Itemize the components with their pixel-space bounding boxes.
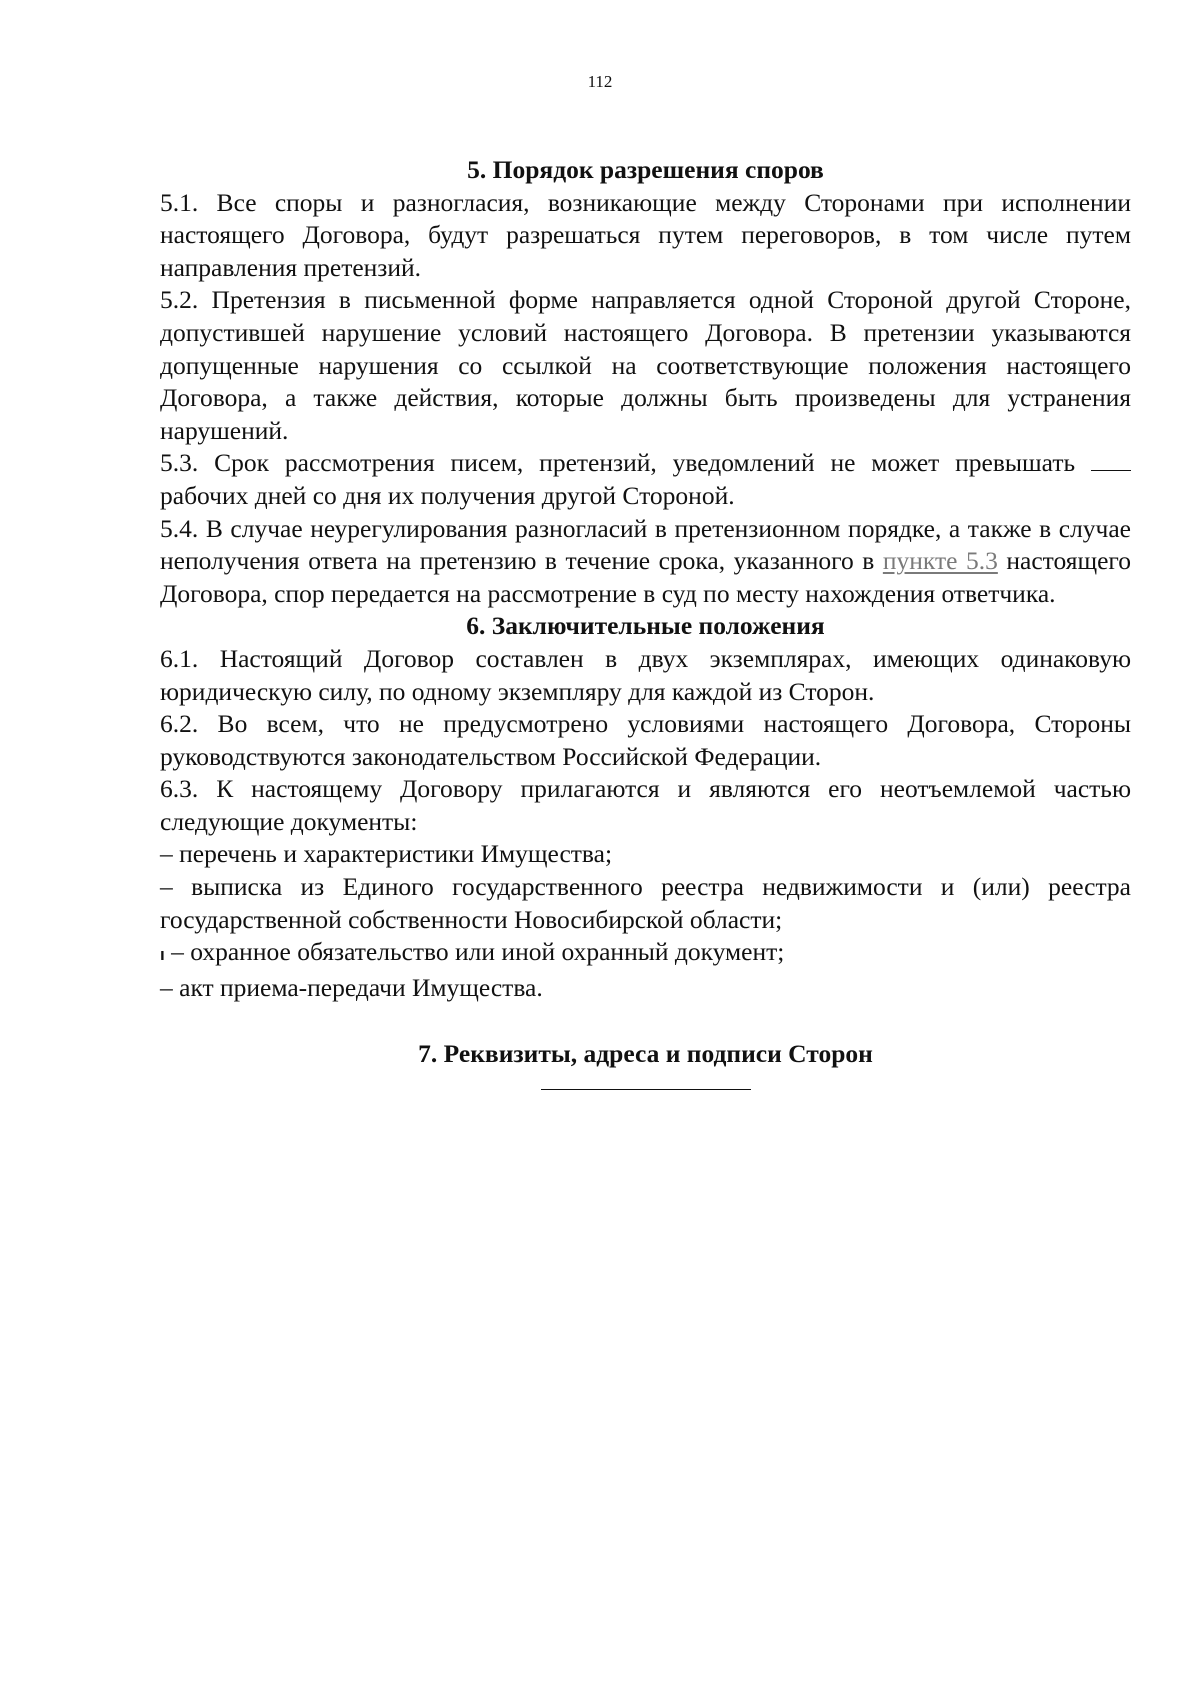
attachment-item-protection-text: – охранное обязательство или иной охранный документ;: [164, 937, 785, 967]
document-body: [160, 154, 1131, 1090]
section-6-heading: 6. Заключительные положения: [466, 611, 825, 641]
blank-days-field: [1091, 450, 1131, 471]
section-7-heading: 7. Реквизиты, адреса и подписи Сторон: [418, 1039, 873, 1069]
page-number: 112: [587, 72, 613, 91]
clause-5-3-text-before: 5.3. Срок рассмотрения писем, претензий, уведомлений не может превышать: [160, 448, 1076, 478]
clause-5-3-text-after: рабочих дней со дня их получения другой Стороной.: [160, 480, 735, 510]
clause-6-2: 6.2. Во всем, что не предусмотрено условиями настоящего Договора, Стороны руководствуются законодательством Российской Федерации.: [160, 709, 1131, 771]
end-of-document-rule: [541, 1089, 751, 1090]
clause-5-1: 5.1. Все споры и разногласия, возникающие между Сторонами при исполнении настоящего Договора, будут разрешаться путем переговоров, в том числе путем направления претензий.: [160, 187, 1131, 282]
attachment-item-transfer-act: – акт приема-передачи Имущества.: [160, 972, 543, 1002]
stray-mark: ı: [160, 945, 165, 965]
clause-6-3: 6.3. К настоящему Договору прилагаются и являются его неотъемлемой частью следующие документы:: [160, 774, 1131, 836]
clause-5-4-text-after: настоящего Договора, спор передается на рассмотрение в суд по месту нахождения ответчика.: [160, 546, 1131, 608]
attachment-item-property-list: – перечень и характеристики Имущества;: [160, 839, 613, 869]
clause-5-2: 5.2. Претензия в письменной форме направляется одной Стороной другой Стороне, допустившей нарушение условий настоящего Договора. В претензии указываются допущенные нарушения со ссылкой на соответствующие положения настоящего Договора, а также действия, которые должны быть произведены для устранения нарушений.: [160, 285, 1131, 445]
attachment-item-registry-extract: – выписка из Единого государственного реестра недвижимости и (или) реестра государственной собственности Новосибирской области;: [160, 872, 1131, 934]
attachment-item-protection-document: [160, 936, 1131, 972]
clause-5-3: [160, 447, 1131, 512]
clause-5-4: [160, 513, 1131, 611]
clause-6-1: 6.1. Настоящий Договор составлен в двух экземплярах, имеющих одинаковую юридическую силу, по одному экземпляру для каждой из Сторон.: [160, 643, 1131, 706]
section-5-heading: 5. Порядок разрешения споров: [467, 155, 824, 184]
clause-5-3-reference-link[interactable]: пункте 5.3: [882, 546, 998, 576]
clause-5-4-text-before: 5.4. В случае неурегулирования разногласий в претензионном порядке, а также в случае неполучения ответа на претензию в течение срока, указанного в: [160, 513, 1131, 576]
